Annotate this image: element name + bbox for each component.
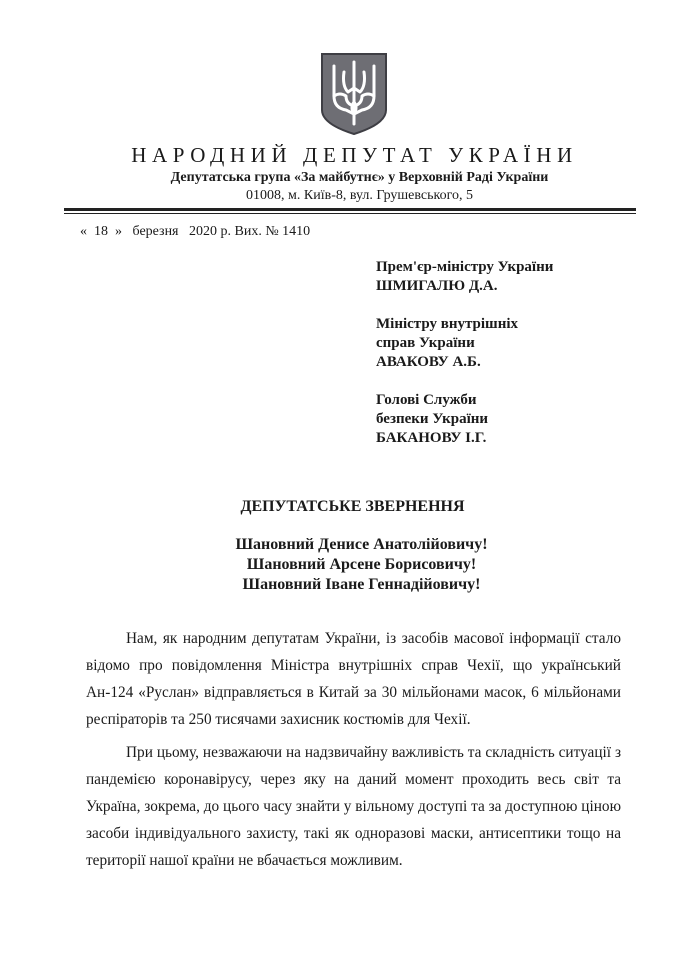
addressee-list <box>376 258 553 467</box>
header-divider-thick <box>64 208 636 211</box>
addressee-line: БАКАНОВУ І.Г. <box>376 430 487 446</box>
addressee-line: ШМИГАЛЮ Д.А. <box>376 278 498 294</box>
trident-coat-of-arms-icon <box>320 52 388 136</box>
document-title: ДЕПУТАТСЬКЕ ЗВЕРНЕННЯ <box>240 498 465 515</box>
addressee-security-service-head <box>376 391 553 448</box>
body-paragraph: При цьому, незважаючи на надзвичайну важливість та складність ситуації з пандемією коронавірусу, через яку на даний момент проходить весь світ та Україна, зокрема, до цього часу знайти у вільному доступі та за доступною ціною засоби індивідуального захисту, такі як одноразові маски, антисептики тощо на території нашої країни не вбачається можливим. <box>86 744 621 869</box>
header-divider-thin <box>64 213 636 214</box>
addressee-line: Прем'єр-міністру України <box>376 259 554 275</box>
addressee-line: справ України <box>376 335 475 351</box>
issuer-group: Депутатська група «За майбутнє» у Верховній Раді України <box>170 170 549 185</box>
addressee-interior-minister <box>376 315 553 372</box>
letter-body <box>86 625 621 880</box>
issuer-title: НАРОДНИЙ ДЕПУТАТ УКРАЇНИ <box>131 143 578 167</box>
addressee-prime-minister <box>376 258 553 296</box>
salutation-line: Шановний Денисе Анатолійовичу! <box>235 536 488 553</box>
addressee-line: Голові Служби <box>376 392 477 408</box>
outgoing-number: « 18 » березня 2020 р. Вих. № 1410 <box>80 224 311 239</box>
salutation-line: Шановний Арсене Борисовичу! <box>246 556 477 573</box>
addressee-line: АВАКОВУ А.Б. <box>376 354 481 370</box>
issuer-address: 01008, м. Київ-8, вул. Грушевського, 5 <box>246 188 473 203</box>
addressee-line: безпеки України <box>376 411 489 427</box>
body-paragraph: Нам, як народним депутатам України, із засобів масової інформації стало відомо про повідомлення Міністра внутрішніх справ Чехії, що український Ан-124 «Руслан» відправляється в Китай за 30 мільйонами масок, 6 мільйонами респіраторів та 250 тисячами захисник костюмів для Чехії. <box>86 630 621 728</box>
addressee-line: Міністру внутрішніх <box>376 316 519 332</box>
salutation-block <box>0 535 679 595</box>
salutation-line: Шановний Іване Геннадійовичу! <box>242 576 481 593</box>
